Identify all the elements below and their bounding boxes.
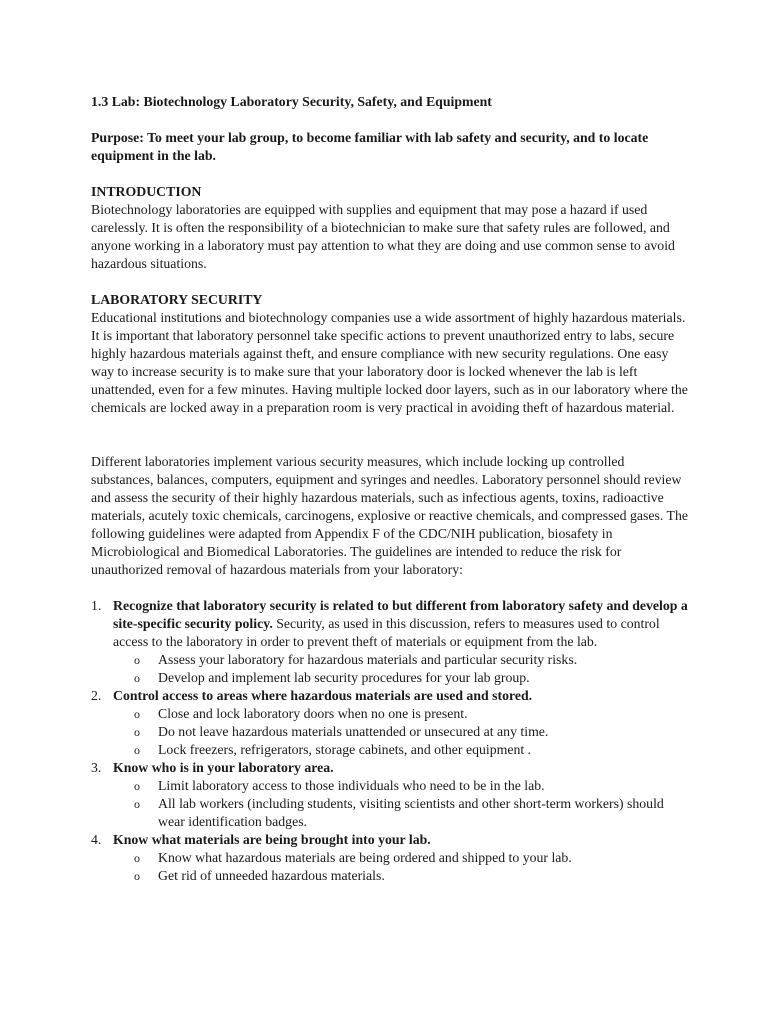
sub-list (113, 849, 688, 885)
bullet-icon: o (134, 653, 140, 667)
sub-item-text: Assess your laboratory for hazardous materials and particular security risks. (158, 652, 578, 667)
bullet-icon: o (134, 743, 140, 757)
sub-item (134, 867, 688, 885)
guideline-lead: Know what materials are being brought into your lab. (113, 832, 431, 847)
bullet-icon: o (134, 671, 140, 685)
guideline-lead: Know who is in your laboratory area. (113, 760, 334, 775)
purpose-statement: Purpose: To meet your lab group, to become familiar with lab safety and security, and to locate equipment in the lab. (91, 130, 649, 163)
sub-list (113, 651, 688, 687)
introduction-heading: INTRODUCTION (91, 184, 202, 199)
bullet-icon: o (134, 797, 140, 811)
sub-item (134, 849, 688, 867)
sub-item-text: Develop and implement lab security procedures for your lab group. (158, 670, 530, 685)
sub-item-text: Close and lock laboratory doors when no one is present. (158, 706, 468, 721)
sub-item (134, 651, 688, 669)
sub-item (134, 795, 688, 831)
guideline-item (91, 759, 688, 831)
sub-item-text: Get rid of unneeded hazardous materials. (158, 868, 385, 883)
guidelines-list (91, 597, 688, 885)
bullet-icon: o (134, 869, 140, 883)
sub-item-text: Limit laboratory access to those individuals who need to be in the lab. (158, 778, 545, 793)
sub-item (134, 705, 688, 723)
sub-item-text: All lab workers (including students, visiting scientists and other short-term workers) should wear identification badges. (158, 796, 664, 829)
sub-item (134, 777, 688, 795)
security-paragraph: Educational institutions and biotechnology companies use a wide assortment of highly hazardous materials. It is important that laboratory personnel take specific actions to prevent unauthorized entry to labs, secure highly hazardous materials against theft, and ensure compliance with new security regulations. One easy way to increase security is to make sure that your laboratory door is locked whenever the lab is left unattended, even for a few minutes. Having multiple locked door layers, such as in our laboratory where the chemicals are locked away in a preparation room is very practical in avoiding theft of hazardous material. (91, 310, 688, 415)
guideline-lead: Recognize that laboratory security is related to but different from laboratory safety and develop a site-specific security policy. (113, 598, 688, 631)
security-paragraph-2: Different laboratories implement various security measures, which include locking up controlled substances, balances, computers, equipment and syringes and needles. Laboratory personnel should review and assess the security of their highly hazardous materials, such as infectious agents, toxins, radioactive materials, acutely toxic chemicals, carcinogens, explosive or reactive chemicals, and compressed gases. The following guidelines were adapted from Appendix F of the CDC/NIH publication, biosafety in Microbiological and Biomedical Laboratories. The guidelines are intended to reduce the risk for unauthorized removal of hazardous materials from your laboratory: (91, 454, 688, 577)
guideline-number: 4. (91, 832, 102, 847)
bullet-icon: o (134, 707, 140, 721)
guideline-number: 1. (91, 598, 102, 613)
guideline-number: 3. (91, 760, 102, 775)
sub-item-text: Do not leave hazardous materials unattended or unsecured at any time. (158, 724, 549, 739)
guideline-item (91, 687, 688, 759)
introduction-section (91, 183, 688, 273)
bullet-icon: o (134, 779, 140, 793)
guideline-number: 2. (91, 688, 102, 703)
guideline-item (91, 831, 688, 885)
introduction-paragraph: Biotechnology laboratories are equipped with supplies and equipment that may pose a hazard if used carelessly. It is often the responsibility of a biotechnician to make sure that safety rules are followed, and anyone working in a laboratory must pay attention to what they are doing and use common sense to avoid hazardous situations. (91, 202, 675, 271)
guideline-lead: Control access to areas where hazardous materials are used and stored. (113, 688, 533, 703)
bullet-icon: o (134, 851, 140, 865)
sub-list (113, 705, 688, 759)
sub-item (134, 723, 688, 741)
bullet-icon: o (134, 725, 140, 739)
sub-item-text: Know what hazardous materials are being ordered and shipped to your lab. (158, 850, 572, 865)
sub-item (134, 669, 688, 687)
security-section (91, 291, 688, 579)
sub-list (113, 777, 688, 831)
sub-item (134, 741, 688, 759)
guideline-item (91, 597, 688, 687)
security-heading: LABORATORY SECURITY (91, 292, 263, 307)
document-title: 1.3 Lab: Biotechnology Laboratory Security, Safety, and Equipment (91, 94, 492, 109)
guideline-text: Security, as used in this discussion, refers to measures used to control access to the laboratory in order to prevent theft of materials or equipment from the lab. (113, 616, 660, 649)
sub-item-text: Lock freezers, refrigerators, storage cabinets, and other equipment . (158, 742, 532, 757)
